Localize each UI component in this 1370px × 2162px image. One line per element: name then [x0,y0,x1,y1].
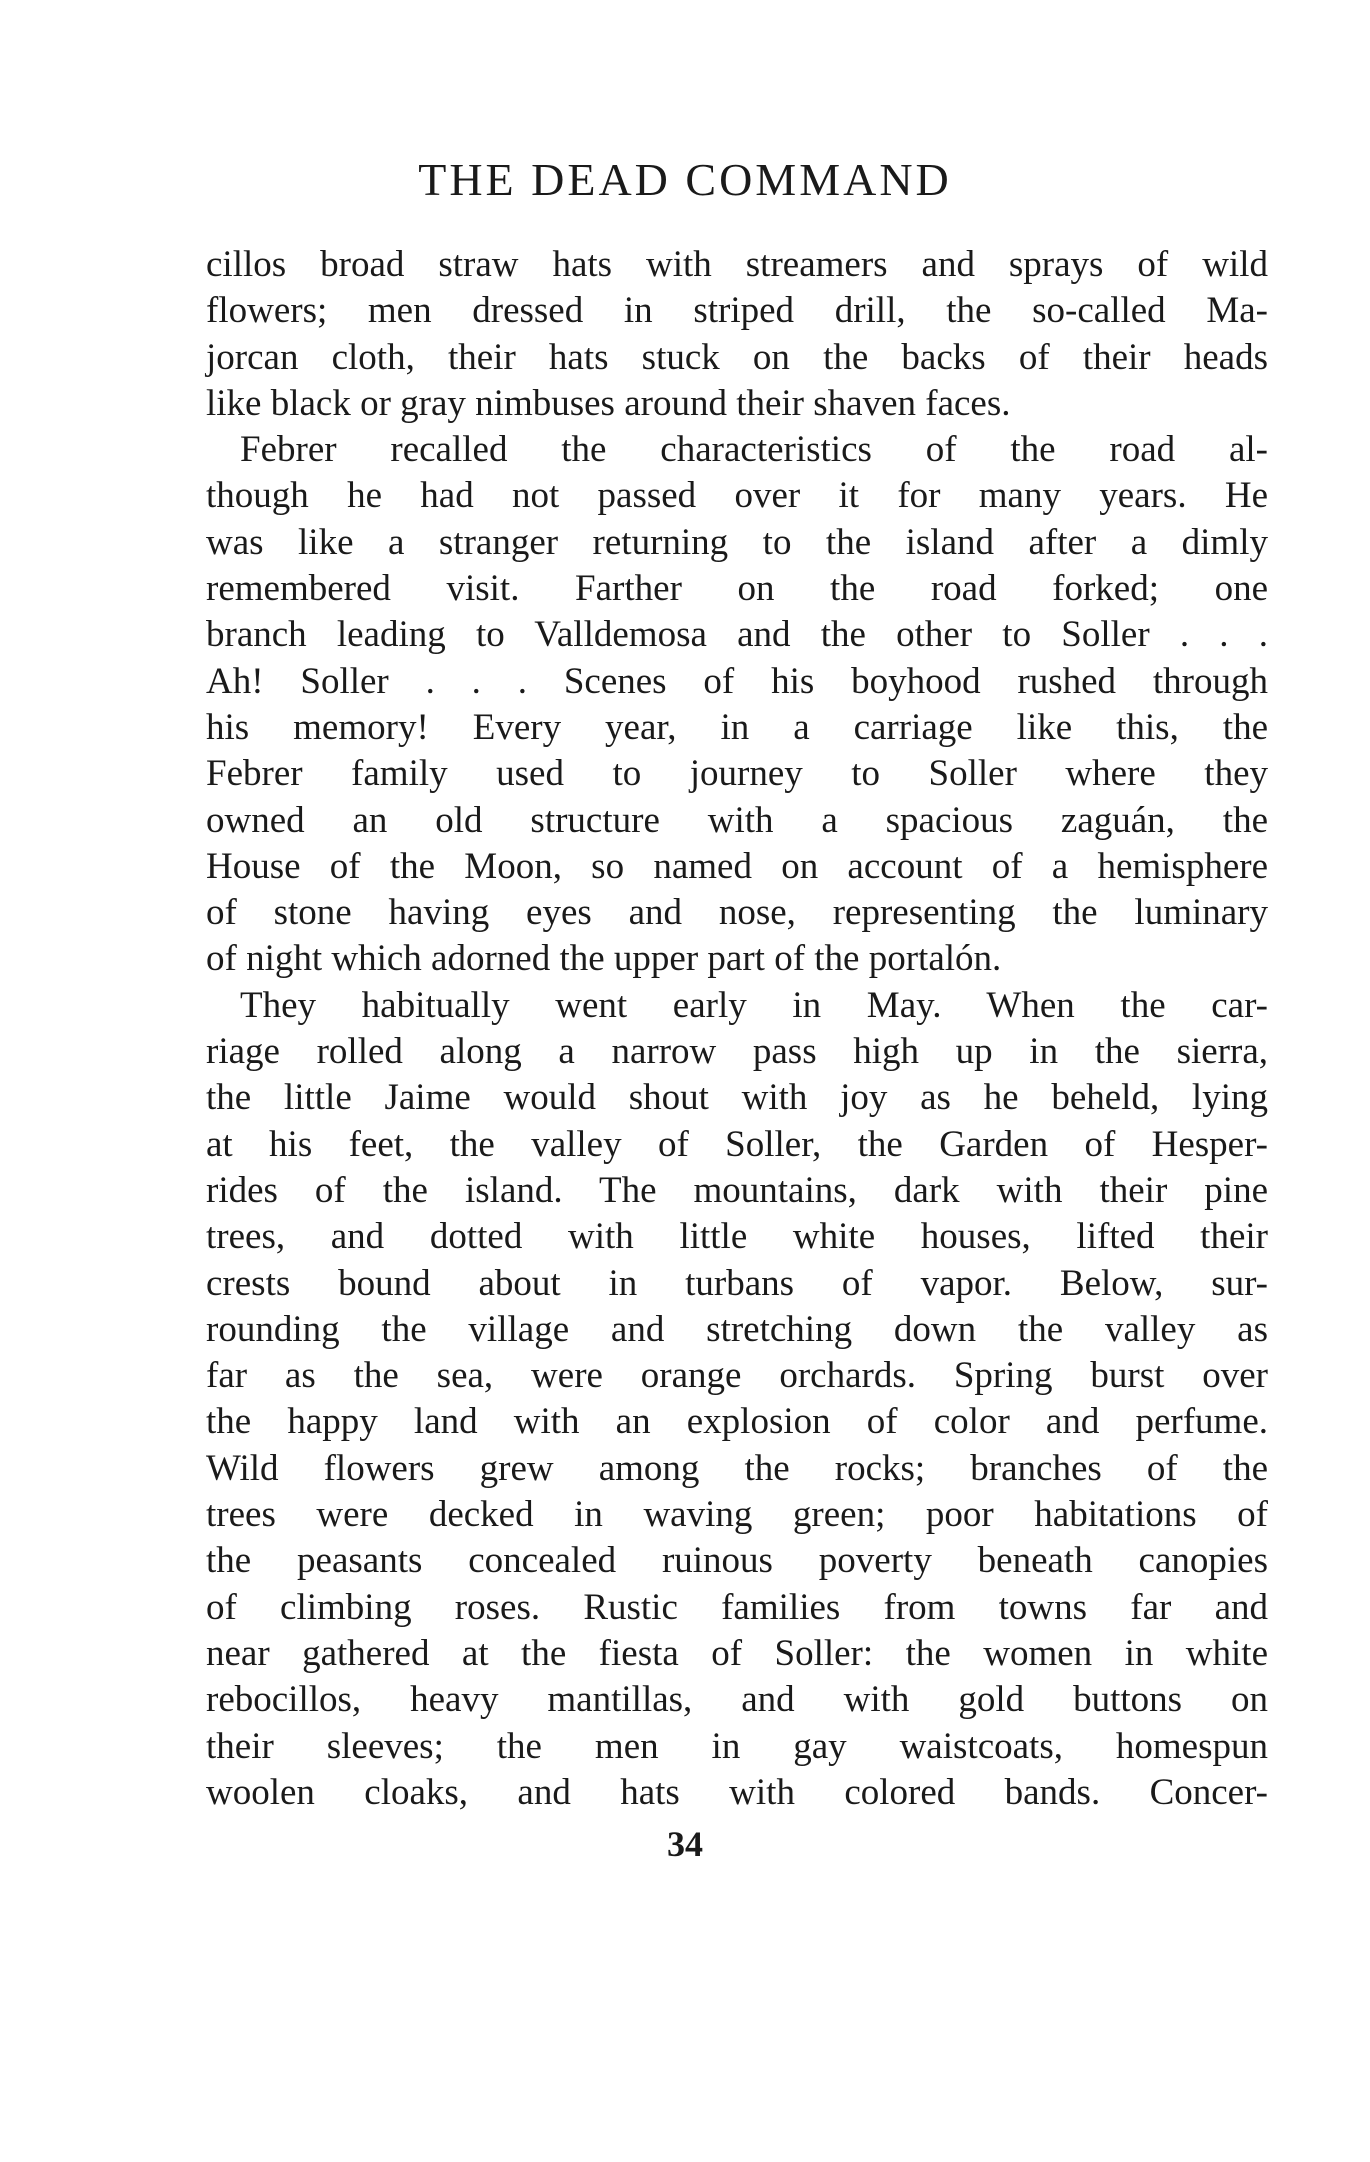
body-text [206,242,1268,1816]
text-line: the peasants concealed ruinous poverty beneath canopies [206,1540,1268,1582]
text-line: his memory! Every year, in a carriage like this, the [206,706,1268,748]
text-line: owned an old structure with a spacious zaguán, the [206,799,1268,841]
text-line: of stone having eyes and nose, representing the luminary [206,892,1268,934]
page-number: 34 [667,1824,703,1865]
text-line: rebocillos, heavy mantillas, and with gold buttons on [206,1679,1268,1721]
text-line: House of the Moon, so named on account of a hemisphere [206,845,1268,887]
text-line: trees were decked in waving green; poor habitations of [206,1494,1268,1536]
text-line: like black or gray nimbuses around their shaven faces. [206,382,1011,424]
text-line: of climbing roses. Rustic families from towns far and [206,1586,1268,1628]
text-line: though he had not passed over it for many years. He [206,475,1268,517]
text-line: at his feet, the valley of Soller, the Garden of Hesper- [206,1123,1268,1165]
text-line: far as the sea, were orange orchards. Spring burst over [206,1355,1268,1397]
text-line: cillos broad straw hats with streamers and sprays of wild [206,244,1268,285]
text-line: was like a stranger returning to the island after a dimly [206,521,1268,563]
running-head: THE DEAD COMMAND [418,154,952,205]
text-line: rides of the island. The mountains, dark with their pine [206,1169,1268,1211]
text-line: the happy land with an explosion of color and perfume. [206,1401,1268,1443]
text-line: Wild flowers grew among the rocks; branches of the [206,1447,1268,1489]
text-line: woolen cloaks, and hats with colored bands. Concer- [206,1771,1268,1813]
text-line: near gathered at the fiesta of Soller: the women in white [206,1632,1268,1674]
text-line: trees, and dotted with little white houses, lifted their [206,1216,1268,1258]
text-line: the little Jaime would shout with joy as he beheld, lying [206,1077,1268,1119]
text-line: riage rolled along a narrow pass high up in the sierra, [206,1031,1268,1073]
text-line: branch leading to Valldemosa and the other to Soller . . . [206,614,1268,656]
text-line: their sleeves; the men in gay waistcoats, homespun [206,1725,1268,1767]
text-line: remembered visit. Farther on the road forked; one [206,568,1268,610]
text-line: They habitually went early in May. When the car- [240,984,1268,1026]
text-line: crests bound about in turbans of vapor. Below, sur- [206,1262,1268,1304]
text-line: Febrer recalled the characteristics of the road al- [240,429,1268,471]
text-line: of night which adorned the upper part of the portalón. [206,938,1002,980]
text-line: flowers; men dressed in striped drill, the so-called Ma- [206,290,1268,332]
text-line: Febrer family used to journey to Soller where they [206,753,1268,795]
text-line: jorcan cloth, their hats stuck on the backs of their heads [206,336,1268,378]
text-line: rounding the village and stretching down the valley as [206,1308,1268,1350]
text-line: Ah! Soller . . . Scenes of his boyhood rushed through [206,660,1268,702]
